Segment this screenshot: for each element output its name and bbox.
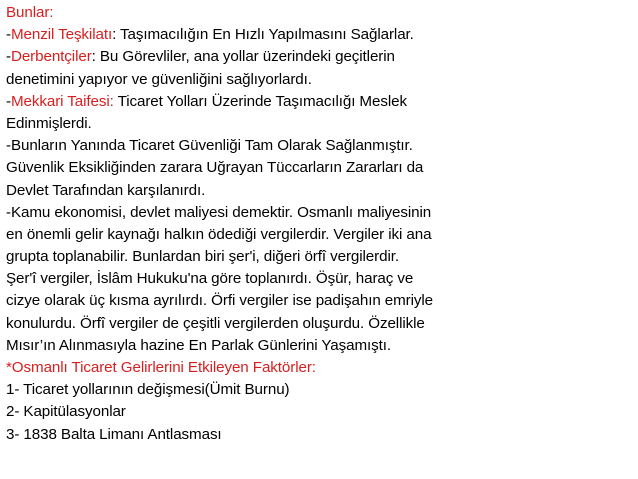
highlighted-text: Menzil Teşkilatı: [10, 26, 113, 44]
text-line: [6, 91, 632, 113]
text-line: [6, 335, 632, 357]
text-line: [6, 202, 632, 224]
body-text: Güvenlik Eksikliğinden zarara Uğrayan Tüccarların Zararları da: [6, 159, 424, 177]
text-line: [6, 69, 632, 91]
highlighted-text: Bunlar:: [6, 4, 54, 21]
body-text: konulurdu. Örfî vergiler de çeşitli vergilerden oluşurdu. Özellikle: [6, 314, 425, 332]
highlighted-text: Mekkari Taifesi:: [10, 92, 114, 110]
body-text: -: [6, 48, 11, 66]
body-text: 1- Ticaret yollarının değişmesi(Ümit Burnu): [6, 381, 290, 399]
text-line: [6, 290, 632, 312]
body-text: en önemli gelir kaynağı halkın ödediği vergilerdir. Vergiler iki ana: [6, 225, 432, 243]
body-text: -Kamu ekonomisi, devlet maliyesi demektir. Osmanlı maliyesinin: [6, 203, 432, 221]
body-text: grupta toplanabilir. Bunlardan biri şer'i, diğeri örfî vergilerdir.: [6, 248, 399, 266]
body-text: cizye olarak üç kısma ayrılırdı. Örfi vergiler ise padişahın emriyle: [6, 292, 434, 310]
text-line: [6, 313, 632, 335]
body-text: 2- Kapitülasyonlar: [6, 403, 126, 421]
text-line: [6, 224, 632, 246]
text-line: [6, 246, 632, 268]
body-text: Edinmişlerdi.: [6, 114, 92, 132]
body-text: Devlet Tarafından karşılanırdı.: [6, 181, 206, 199]
text-line: [6, 135, 632, 157]
body-text: denetimini yapıyor ve güvenliğini sağlıyorlardı.: [6, 70, 312, 88]
body-text: Ticaret Yolları Üzerinde Taşımacılığı Meslek: [113, 92, 407, 110]
text-line: [6, 379, 632, 401]
text-line: [6, 2, 632, 24]
text-line: [6, 180, 632, 202]
text-line: [6, 268, 632, 290]
highlighted-text: Derbentçiler: [10, 48, 92, 66]
body-text: -: [6, 26, 11, 44]
body-text: -: [6, 92, 11, 110]
body-text: 3- 1838 Balta Limanı Antlasması: [6, 425, 222, 443]
text-line: [6, 24, 632, 46]
highlighted-text: *Osmanlı Ticaret Gelirlerini Etkileyen Faktörler:: [6, 359, 316, 376]
body-text: : Taşımacılığın En Hızlı Yapılmasını Sağlarlar.: [112, 26, 414, 44]
body-text: Şer'î vergiler, İslâm Hukuku'na göre toplanırdı. Öşür, haraç ve: [6, 270, 414, 288]
body-text: : Bu Görevliler, ana yollar üzerindeki geçitlerin: [91, 48, 395, 66]
text-block: [6, 2, 632, 446]
body-text: -Bunların Yanında Ticaret Güvenliği Tam Olarak Sağlanmıştır.: [6, 137, 413, 155]
text-line: [6, 401, 632, 423]
text-line: [6, 113, 632, 135]
text-line: [6, 157, 632, 179]
text-line: [6, 424, 632, 446]
text-line: [6, 357, 632, 379]
text-line: [6, 46, 632, 68]
body-text: Mısır’ın Alınmasıyla hazine En Parlak Günlerini Yaşamıştı.: [6, 336, 392, 354]
